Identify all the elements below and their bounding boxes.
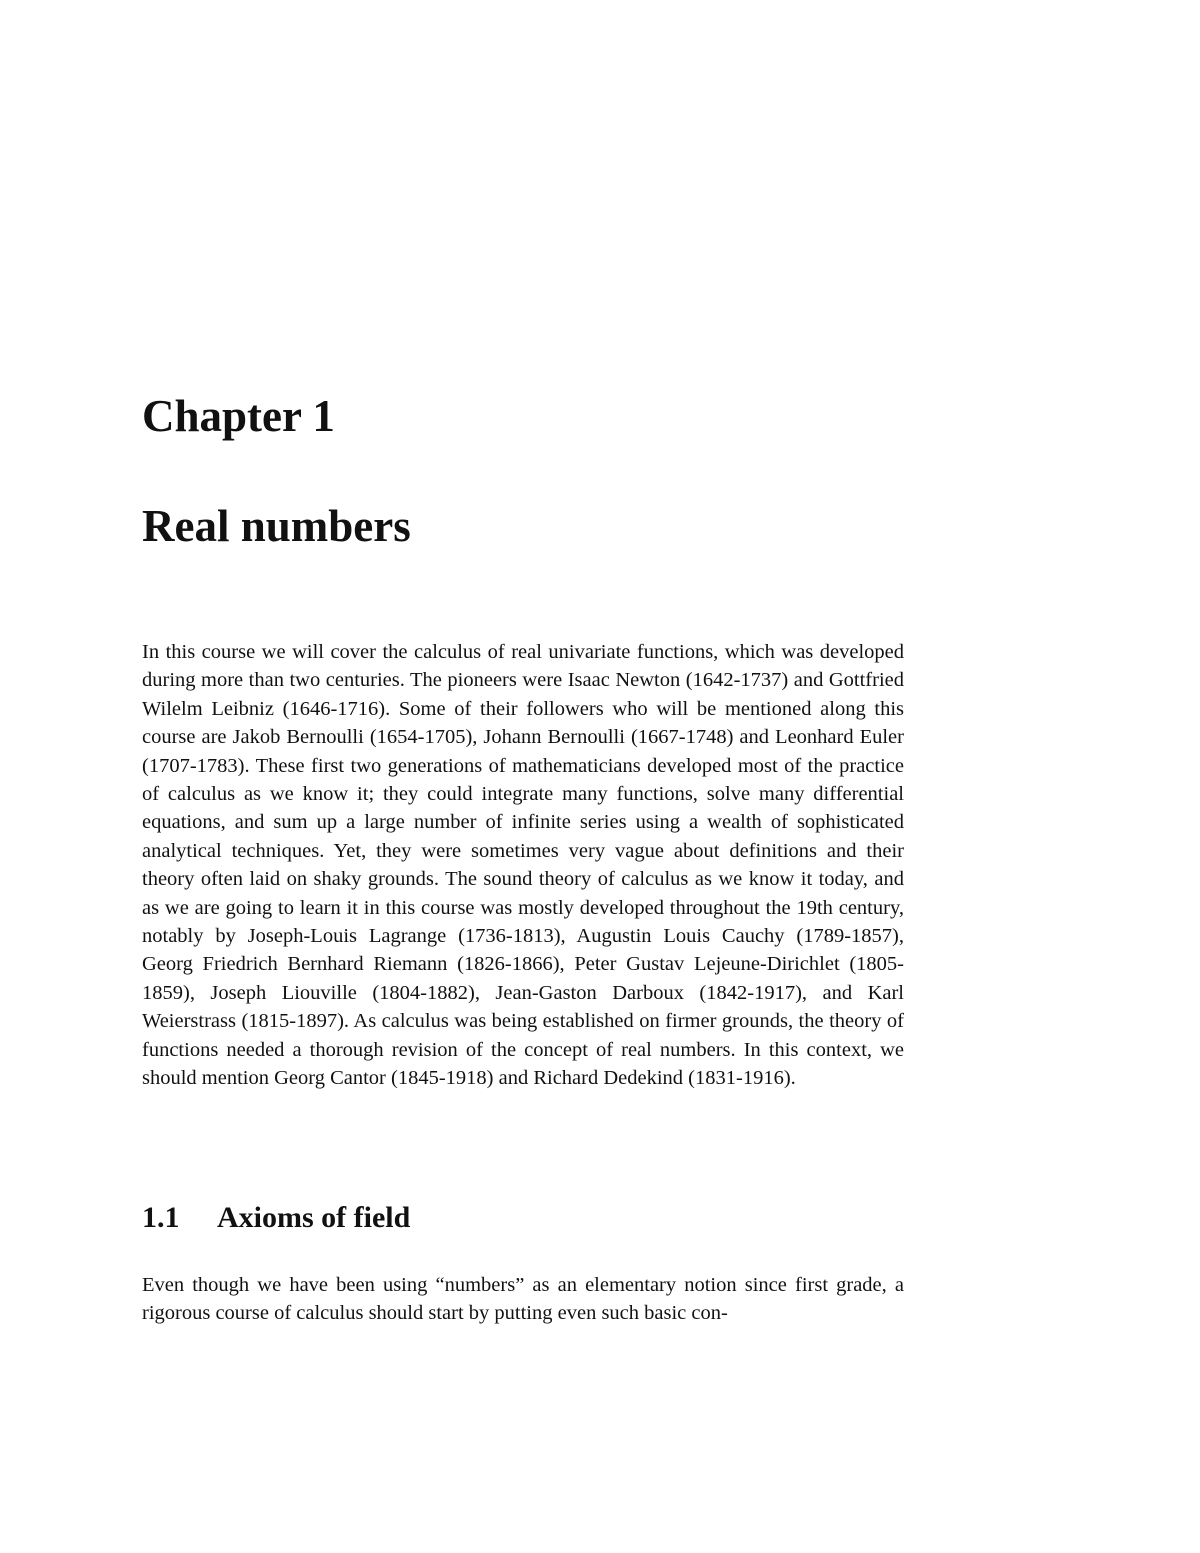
section-heading [142,1200,410,1236]
section-number: 1.1 [142,1201,180,1234]
chapter-label: Chapter 1 [142,391,335,441]
document-page [142,0,904,1553]
intro-paragraph: In this course we will cover the calculus of real univariate functions, which was developed during more than two centuries. The pioneers were Isaac Newton (1642-1737) and Gottfried Wilelm Leibniz (1646-1716). Some of their followers who will be mentioned along this course are Jakob Bernoulli (1654-1705), Johann Bernoulli (1667-1748) and Leonhard Euler (1707-1783). These first two generations of mathematicians developed most of the practice of calculus as we know it; they could integrate many functions, solve many differential equations, and sum up a large number of infinite series using a wealth of sophisticated analytical techniques. Yet, they were sometimes very vague about definitions and their theory often laid on shaky grounds. The sound theory of calculus as we know it today, and as we are going to learn it in this course was mostly developed throughout the 19th century, notably by Joseph-Louis Lagrange (1736-1813), Augustin Louis Cauchy (1789-1857), Georg Friedrich Bernhard Riemann (1826-1866), Peter Gustav Lejeune-Dirichlet (1805-1859), Joseph Liouville (1804-1882), Jean-Gaston Darboux (1842-1917), and Karl Weierstrass (1815-1897). As calculus was being established on firmer grounds, the theory of functions needed a thorough revision of the concept of real numbers. In this context, we should mention Georg Cantor (1845-1918) and Richard Dedekind (1831-1916). [142,641,904,1090]
section-title: Axioms of field [217,1201,411,1234]
section-paragraph: Even though we have been using “numbers” as an elementary notion since first grade, a rigorous course of calculus should start by putting even such basic con- [142,1274,904,1325]
chapter-title: Real numbers [142,501,411,551]
